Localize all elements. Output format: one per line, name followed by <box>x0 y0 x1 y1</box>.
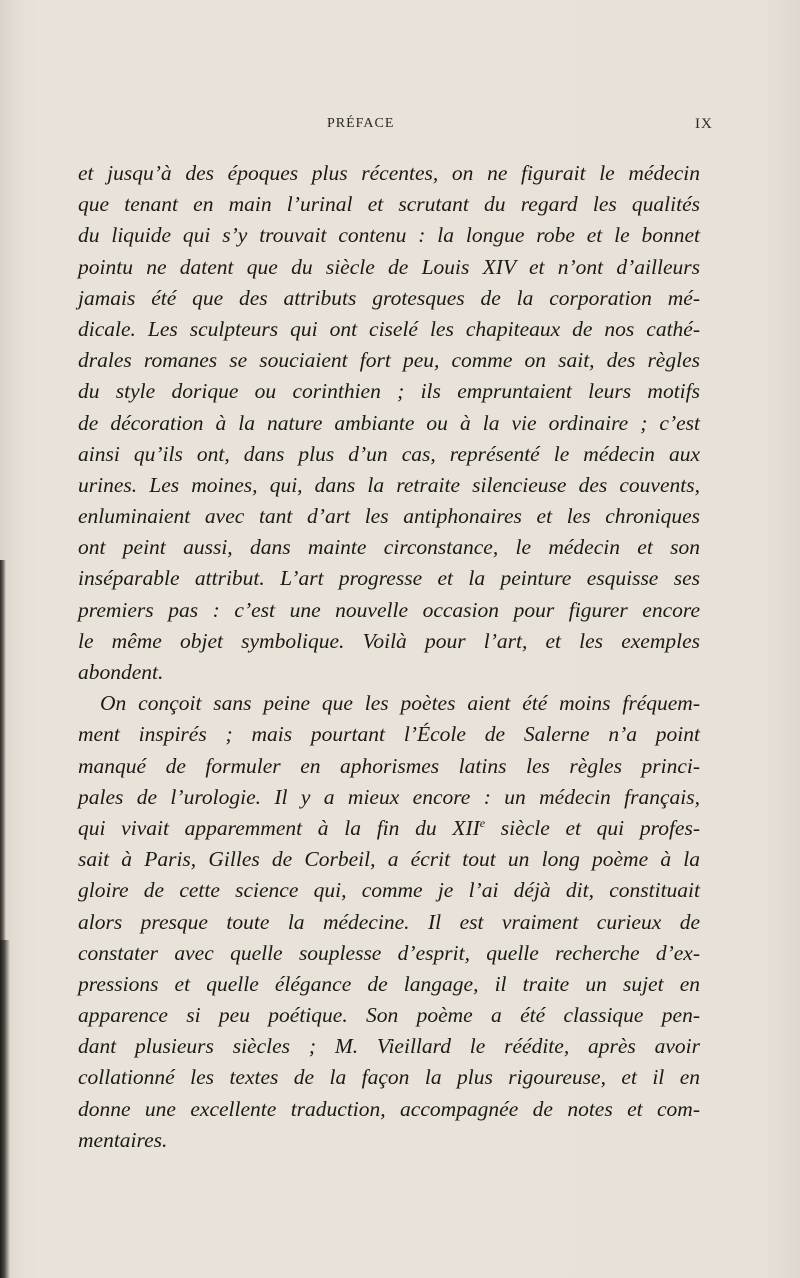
text-segment: siècle et qui profes- <box>485 815 700 840</box>
text-line: abondent. <box>78 660 164 684</box>
text-line: enluminaient avec tant d’art les antiphonaires et les chroniques <box>78 504 700 529</box>
text-line: collationné les textes de la façon la plus rigoureuse, et il en <box>78 1065 700 1090</box>
text-line: du style dorique ou corinthien ; ils empruntaient leurs motifs <box>78 379 700 404</box>
text-line: On conçoit sans peine que les poètes aient été moins fréquem- <box>100 691 700 716</box>
text-segment: qui vivait apparemment à la fin du XII <box>78 815 480 840</box>
text-line: pales de l’urologie. Il y a mieux encore : un médecin français, <box>78 784 700 809</box>
text-line: jamais été que des attributs grotesques de la corporation mé- <box>78 285 700 310</box>
text-line: le même objet symbolique. Voilà pour l’art, et les exemples <box>78 628 700 653</box>
running-header <box>0 116 800 140</box>
text-line: et jusqu’à des époques plus récentes, on ne figurait le médecin <box>78 161 700 185</box>
superscript: e <box>479 815 486 830</box>
text-line: alors presque toute la médecine. Il est vraiment curieux de <box>78 909 700 934</box>
text-line: constater avec quelle souplesse d’esprit, quelle recherche d’ex- <box>78 940 700 965</box>
text-line <box>78 813 700 844</box>
text-line: que tenant en main l’urinal et scrutant du regard les qualités <box>78 192 700 217</box>
text-line: ainsi qu’ils ont, dans plus d’un cas, représenté le médecin aux <box>78 441 700 466</box>
text-line: pressions et quelle élégance de langage, il traite un sujet en <box>78 971 700 996</box>
text-line: gloire de cette science qui, comme je l’ai déjà dit, constituait <box>78 878 700 903</box>
text-line: de décoration à la nature ambiante ou à la vie ordinaire ; c’est <box>78 410 700 435</box>
text-line: donne une excellente traduction, accompagnée de notes et com- <box>78 1096 700 1121</box>
page-number: IX <box>695 116 713 132</box>
text-line: drales romanes se souciaient fort peu, comme on sait, des règles <box>78 348 700 373</box>
text-line: urines. Les moines, qui, dans la retraite silencieuse des couvents, <box>78 472 700 497</box>
text-line: ont peint aussi, dans mainte circonstance, le médecin et son <box>78 535 700 560</box>
body-text <box>78 158 700 1156</box>
paragraph-2 <box>78 688 700 1156</box>
text-line: dicale. Les sculpteurs qui ont ciselé les chapiteaux de nos cathé- <box>78 316 700 341</box>
text-line: apparence si peu poétique. Son poème a été classique pen- <box>78 1003 700 1028</box>
text-line: dant plusieurs siècles ; M. Vieillard le réédite, après avoir <box>78 1034 700 1059</box>
text-line: manqué de formuler en aphorismes latins les règles princi- <box>78 753 700 778</box>
text-line: ment inspirés ; mais pourtant l’École de Salerne n’a point <box>78 722 700 747</box>
text-line: pointu ne datent que du siècle de Louis XIV et n’ont d’ailleurs <box>78 254 700 279</box>
text-line: sait à Paris, Gilles de Corbeil, a écrit tout un long poème à la <box>78 847 700 872</box>
text-line: inséparable attribut. L’art progresse et la peinture esquisse ses <box>78 566 700 591</box>
page-edge-shadow-lower <box>0 940 10 1278</box>
running-title: PRÉFACE <box>327 116 395 131</box>
text-line: mentaires. <box>78 1127 168 1152</box>
text-line: du liquide qui s’y trouvait contenu : la longue robe et le bonnet <box>78 223 700 248</box>
paragraph-1 <box>78 158 700 688</box>
text-line: premiers pas : c’est une nouvelle occasion pour figurer encore <box>78 597 700 622</box>
